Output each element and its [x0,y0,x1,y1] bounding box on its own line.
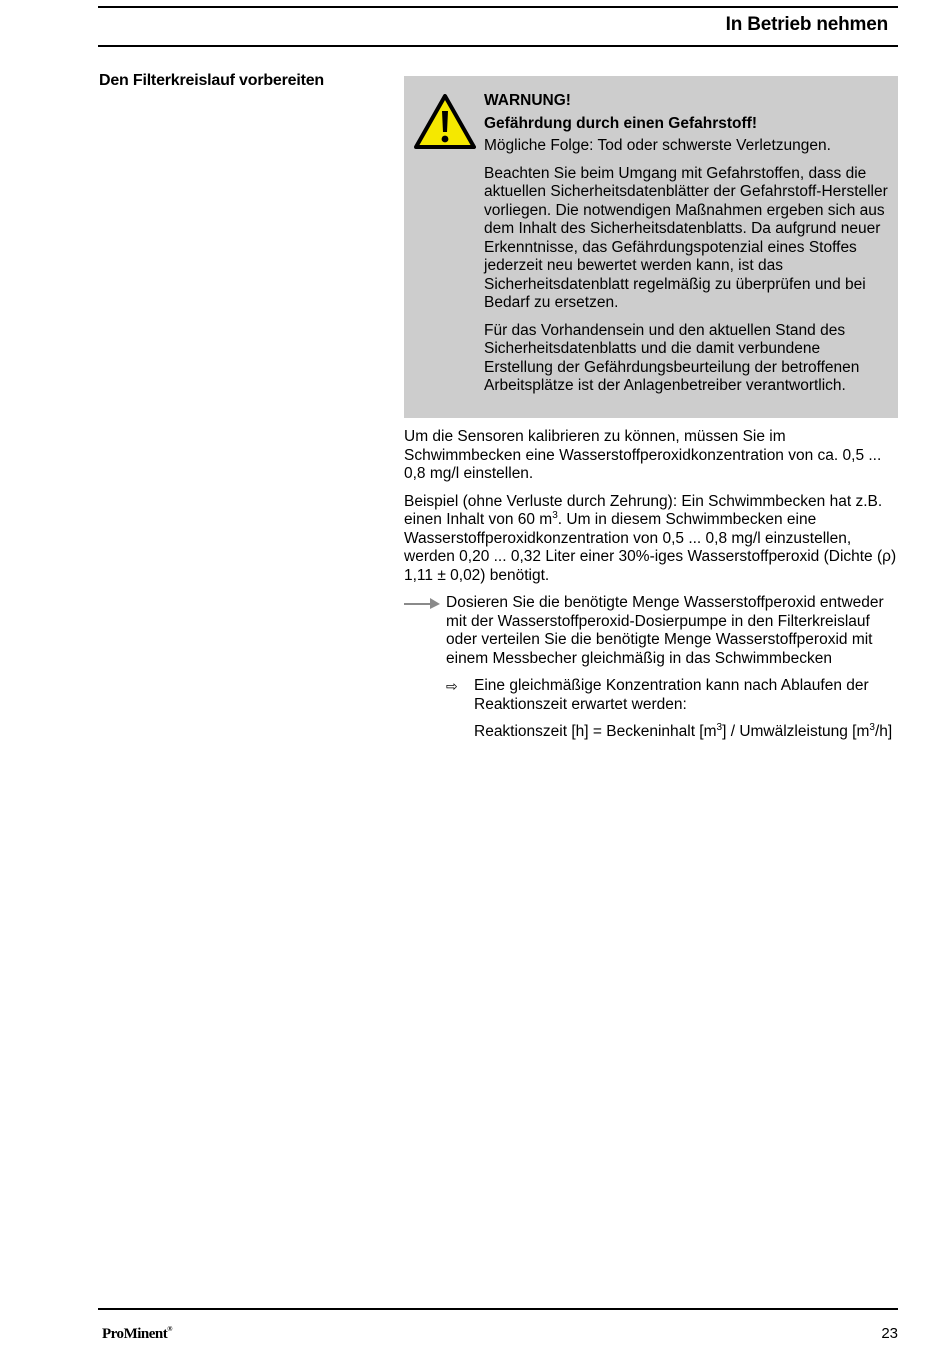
header-rule [98,6,898,8]
section-heading: Den Filterkreislauf vorbereiten [99,72,324,89]
header-bottom-rule [98,45,898,47]
warning-subtitle: Gefährdung durch einen Gefahrstoff! [484,114,757,132]
prominent-logo: ProMinent® [102,1325,172,1342]
instruction-step [404,594,898,668]
step-text: Dosieren Sie die benötigte Menge Wasserstoffperoxid entweder mit der Wasserstoffperoxid-Dosierpumpe in den Filterkreislauf oder verteilen Sie die benötigte Menge Wasserstoffperoxid mit einem Messbecher gleichmäßig in das Schwimmbecken [446,594,884,667]
result-arrow-icon: ⇨ [446,678,458,694]
main-content [404,428,898,751]
warning-text [484,92,890,405]
body-paragraph-2: Beispiel (ohne Verluste durch Zehrung): Ein Schwimmbecken hat z.B. einen Inhalt von 60 $m^3$. Um in diesem Schwimmbecken eine Wasserstoffperoxidkonzentration von 0,5 ... 0,8 mg/l einzustellen, werden 0,20 ... 0,32 Liter einer 30%-iges Wasserstoffperoxid (Dichte (ρ) 1,11 ± 0,02) benötigt. [404,492,897,584]
body-paragraph-1: Um die Sensoren kalibrieren zu können, müssen Sie im Schwimmbecken eine Wasserstoffperoxidkonzentration von ca. 0,5 ... 0,8 mg/l einstellen. [404,428,882,482]
page-number: 23 [881,1325,898,1342]
warning-box [404,76,898,418]
warning-paragraph-2: Für das Vorhandensein und den aktuellen Stand des Sicherheitsdatenblatts und die damit verbundene Erstellung der Gefährdungsbeurteilung der betroffenen Arbeitsplätze ist der Anlagenbetreiber verantwortlich. [484,321,860,394]
result-text: Eine gleichmäßige Konzentration kann nach Ablaufen der Reaktionszeit erwartet werden: [474,677,869,713]
footer-rule [98,1308,898,1310]
formula-text: Reaktionszeit [h] = Beckeninhalt $[m^3]$ / Umwälzleistung $[m^3/h]$ [474,722,893,740]
warning-paragraph-1: Beachten Sie beim Umgang mit Gefahrstoffen, dass die aktuellen Sicherheitsdatenblätter der Gefahrstoff-Hersteller vorliegen. Die notwendigen Maßnahmen ergeben sich aus dem Inhalt des Sicherheitsdatenblatts. Da aufgrund neuer Erkenntnisse, das Gefährdungspotenzial eines Stoffes jederzeit neu bewertet werden kann, ist das Sicherheitsdatenblatt regelmäßig zu überprüfen und bei Bedarf zu ersetzen. [484,164,888,311]
warning-triangle-icon [414,94,476,150]
warning-title: WARNUNG! [484,92,571,109]
page-header-title: In Betrieb nehmen [725,14,888,35]
result-block [404,677,898,742]
step-arrow-icon [404,597,440,609]
warning-consequence: Mögliche Folge: Tod oder schwerste Verletzungen. [484,137,831,154]
